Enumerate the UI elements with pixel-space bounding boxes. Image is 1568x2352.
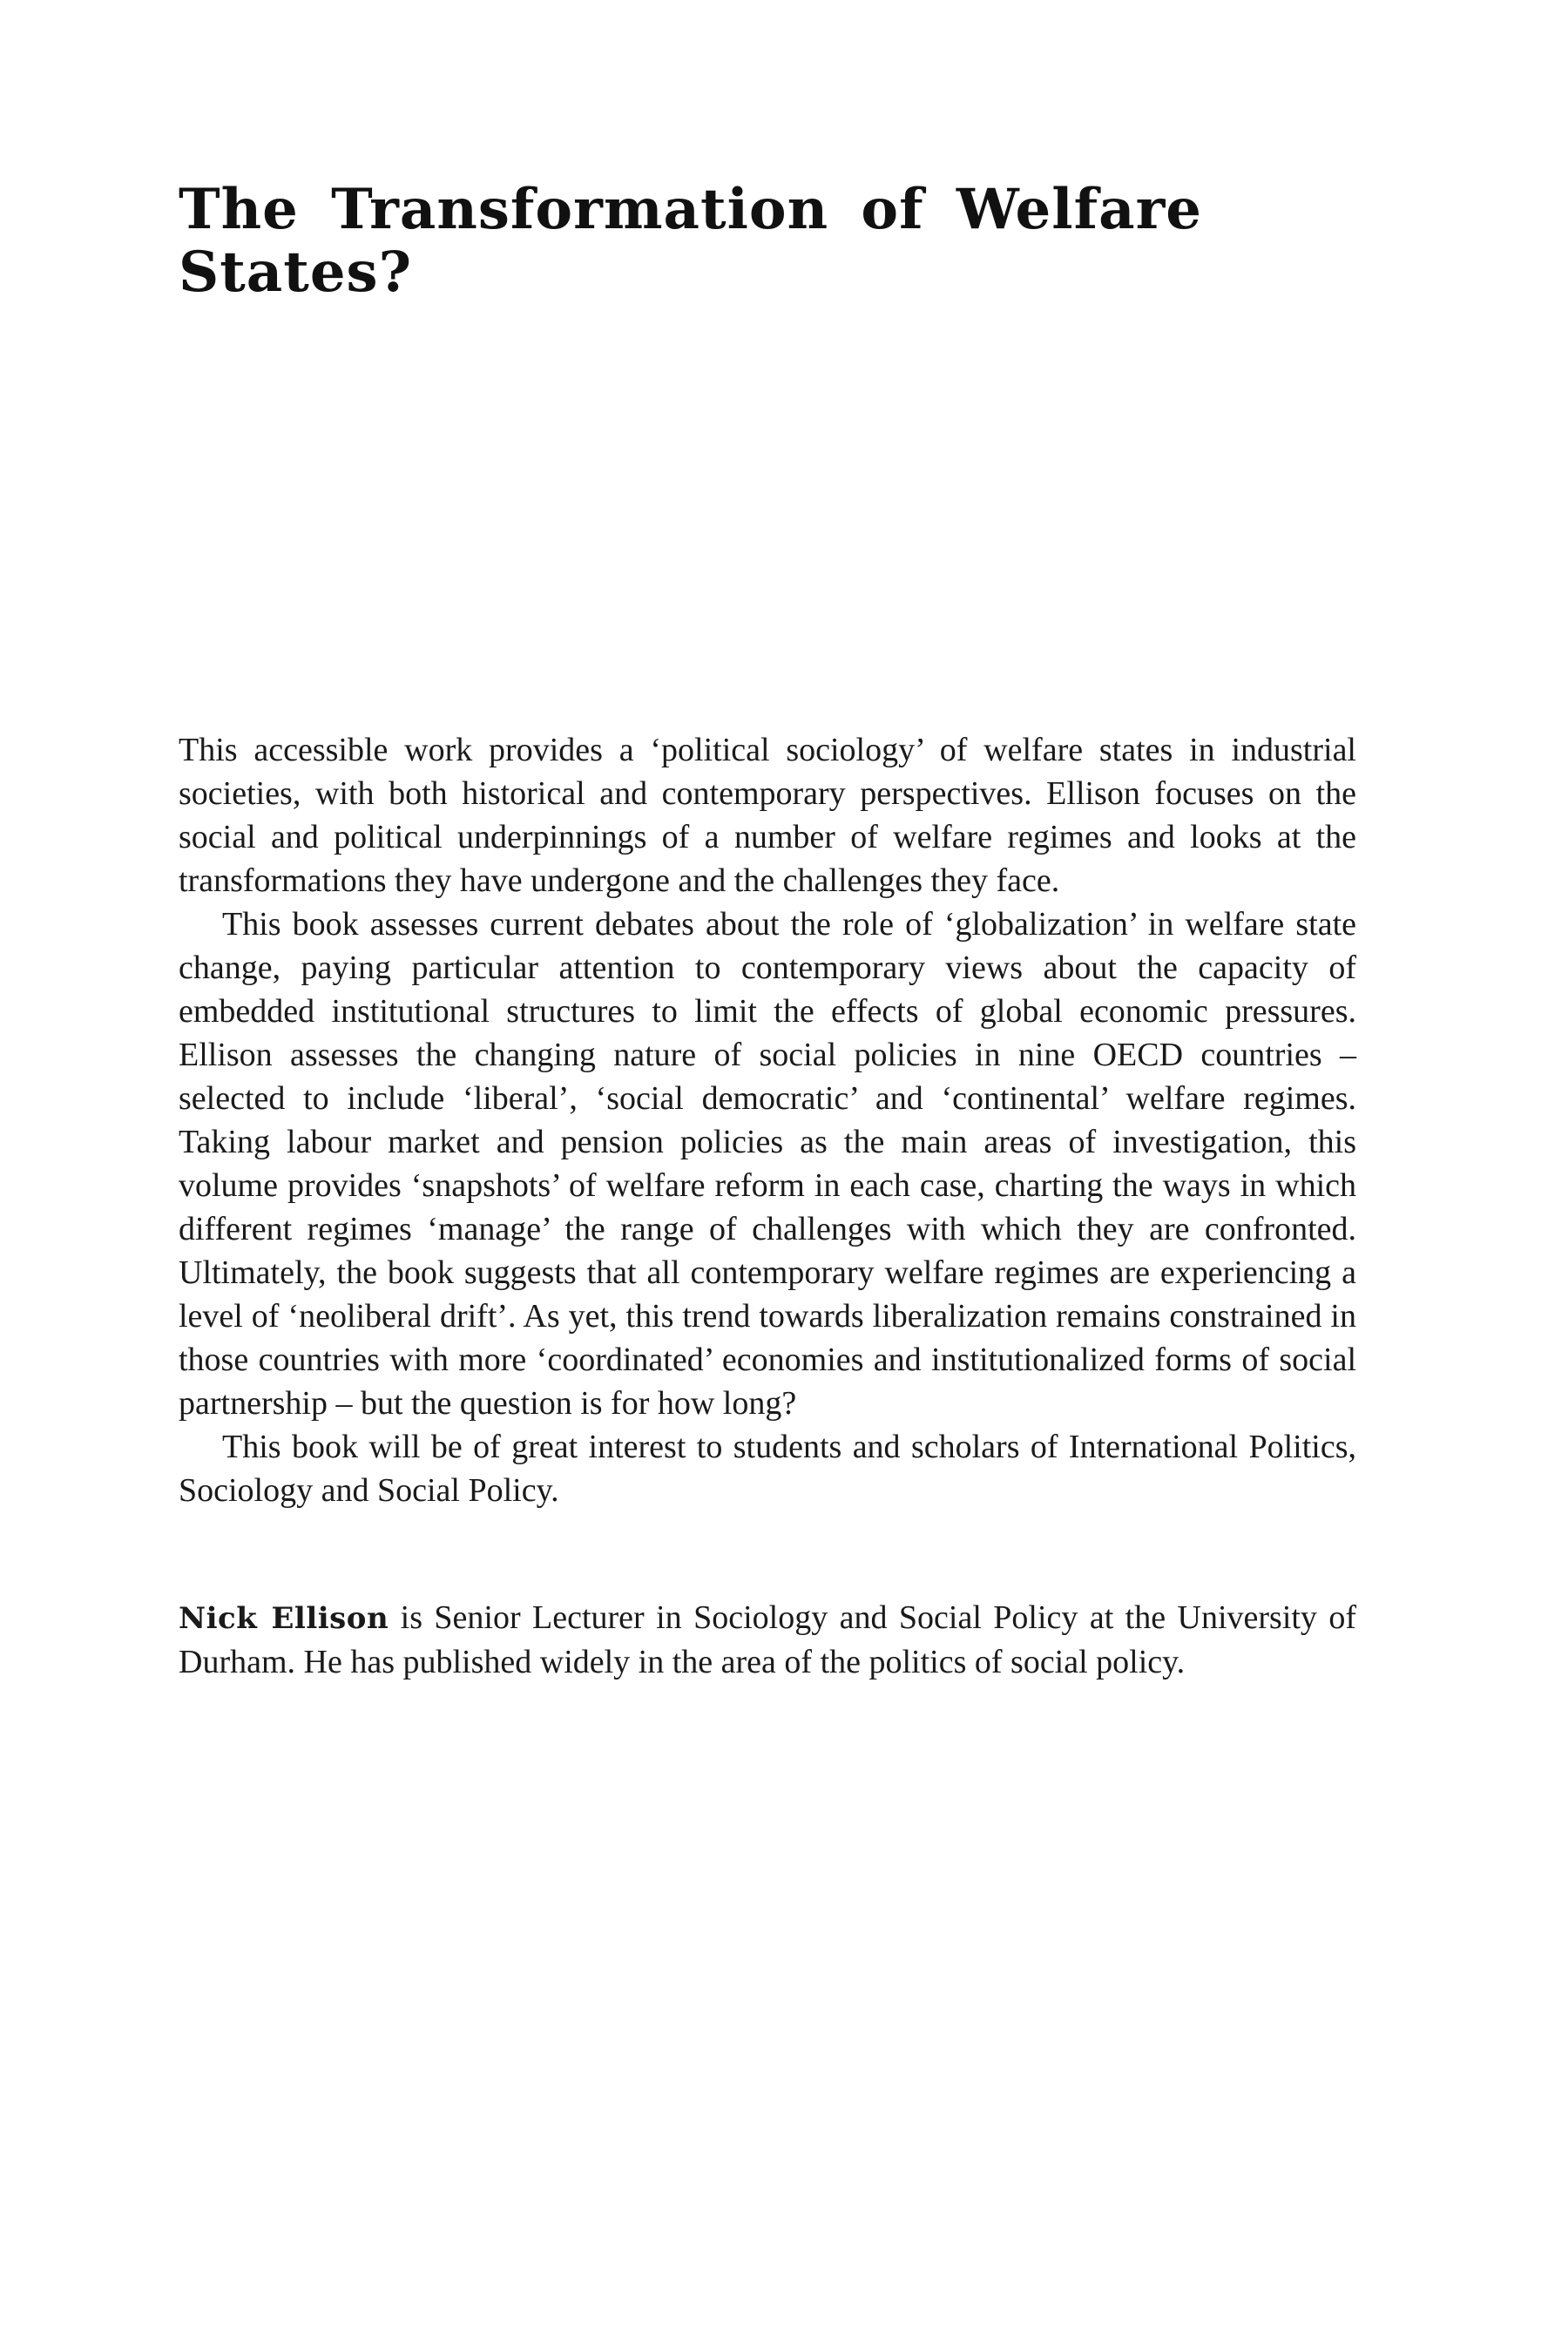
blurb [179,728,1356,1512]
book-title: The Transformation of Welfare States? [179,177,1202,305]
author-name: Nick Ellison [179,1601,389,1636]
blurb-paragraph: This book assesses current debates about the role of ‘globalization’ in welfare state change, paying particular attention to contemporary views about the capacity of embedded institutional structures to limit the effects of global economic pressures. Ellison assesses the changing nature of social policies in nine OECD countries – selected to include ‘liberal’, ‘social democratic’ and ‘continental’ welfare regimes. Taking labour market and pension policies as the main areas of investigation, this volume provides ‘snapshots’ of welfare reform in each case, charting the ways in which different regimes ‘manage’ the range of challenges with which they are confronted. Ultimately, the book suggests that all contemporary welfare regimes are experiencing a level of ‘neoliberal drift’. As yet, this trend towards liberalization remains constrained in those countries with more ‘coordinated’ economies and institutionalized forms of social partnership – but the question is for how long? [179,906,1356,1422]
blurb-paragraph: This book will be of great interest to students and scholars of International Politics, Sociology and Social Policy. [179,1429,1356,1509]
author-bio [179,1596,1356,1684]
blurb-paragraph: This accessible work provides a ‘political sociology’ of welfare states in industrial societies, with both historical and contemporary perspectives. Ellison focuses on the social and political underpinnings of a number of welfare regimes and looks at the transformations they have undergone and the challenges they face. [179,732,1356,899]
author-bio-text: is Senior Lecturer in Sociology and Social Policy at the University of Durham. He has published widely in the area of the politics of social policy. [179,1599,1357,1680]
